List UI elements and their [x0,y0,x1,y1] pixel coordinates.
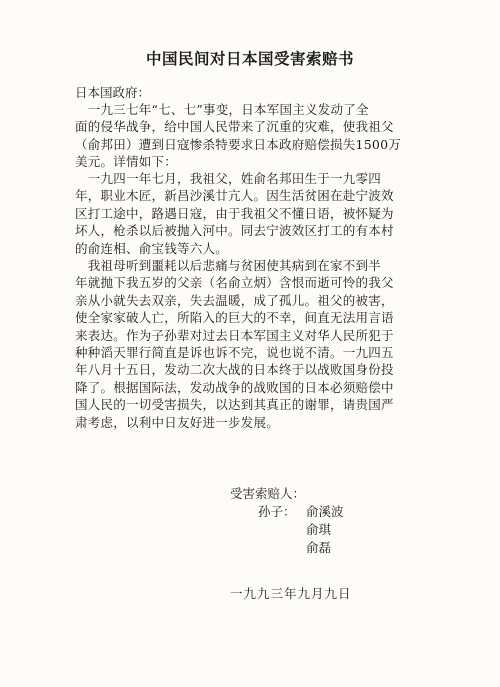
paragraph-2 [75,170,443,257]
paragraph-line: 年就抛下我五岁的父亲（名俞立炳）含恨而逝可怜的我父 [75,275,394,291]
paragraph-line: 年，职业木匠，新昌沙溪廿亢人。因生活贫困在赴宁波效 [75,188,394,204]
paragraph-line: 亲从小就失去双亲，失去温暖，成了孤儿。祖父的被害， [75,292,394,308]
paragraph-line: 种种滔天罪行简直是诉也诉不完，说也说不清。一九四五 [75,344,394,360]
paragraph-line: 我祖母听到噩耗以后悲痛与贫困使其病到在家不到半 [75,258,382,273]
paragraph-1 [75,101,443,171]
paragraph-line: 区打工途中，路遇日寇，由于我祖父不懂日语，被怀疑为 [75,205,394,221]
paragraph-line: 使全家家破人亡，所陷入的巨大的不幸，间直无法用言语 [75,310,394,326]
document-title: 中国民间对日本国受害索赔书 [145,50,354,68]
paragraph-line: 面的侵华战争，给中国人民带来了沉重的灾难，使我祖父 [75,119,394,135]
claimant-name: 俞溪波 [306,504,344,519]
paragraph-line: 肃考虑，以利中日友好进一步发展。 [75,414,280,430]
paragraph-line: 年八月十五日，发动二次大战的日本终于以战败国身份投 [75,362,394,378]
paragraph-line: 一九四一年七月，我祖父，姓俞名邦田生于一九零四 [75,171,382,186]
grandson-label: 孙子： [258,504,296,519]
paragraph-line: 的俞连相、俞宝钱等六人。 [75,240,229,256]
paragraph-line: 来表达。作为子孙辈对过去日本军国主义对华人民所犯于 [75,327,394,343]
claimant-label: 受害索赔人： [230,486,306,501]
claimant-name: 俞琪 [306,522,332,537]
salutation: 日本国政府： [75,85,151,100]
paragraph-line: 国人民的一切受害损失，以达到其真正的谢罪，请贵国严 [75,397,394,413]
paragraph-line: 一九三七年“七、七”事变，日本军国主义发动了全 [75,102,369,117]
paragraph-line: （俞邦田）遭到日寇惨杀特要求日本政府赔偿损失1500万 [75,136,402,152]
document-date: 一九九三年九月九日 [230,586,352,601]
claimant-name: 俞磊 [306,540,332,555]
paragraph-line: 坏人，枪杀以后被抛入河中。同去宁波效区打工的有本村 [75,223,394,239]
paragraph-line: 降了。根据国际法，发动战争的战败国的日本必须赔偿中 [75,379,394,395]
paragraph-line: 美元。详情如下： [75,154,178,170]
paragraph-3 [75,257,443,431]
